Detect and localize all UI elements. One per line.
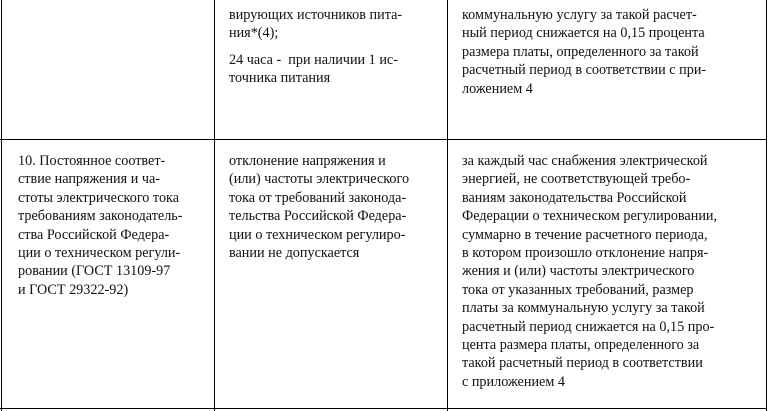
text-line: размера платы, определенного за такой [462, 43, 699, 60]
text-line: ства Российской Федера- [18, 226, 170, 243]
table-border-bottom [0, 408, 767, 409]
row-2-col-3-cell [462, 152, 717, 391]
table-border-right [766, 0, 767, 411]
row-1-col-3-cell [462, 6, 706, 98]
text-line: стоты электрического тока [18, 189, 180, 206]
text-line: отклонение напряжения и [229, 153, 386, 169]
row-1-col-2-cell [229, 6, 402, 88]
text-line: точника питания [229, 70, 331, 87]
text-line: за каждый час снабжения электрической [462, 153, 708, 169]
text-line: жения и (или) частоты электрического [462, 263, 695, 280]
row-2-col-2-cell [229, 152, 409, 262]
row-2-col-1-cell [18, 152, 183, 299]
text-line: (или) частоты электрического [229, 171, 410, 188]
text-line: платы за коммунальную услугу за такой [462, 300, 705, 317]
text-line: ваниям законодательства Российской [462, 189, 687, 206]
text-line: требованиям законодатель- [18, 208, 183, 225]
text-line: коммунальную услугу за такой расчет- [462, 7, 697, 23]
text-line: тельства Российской Федера- [229, 208, 407, 225]
table-border-left [1, 0, 2, 411]
column-divider-1 [214, 0, 215, 411]
text-line: ния*(4); [229, 25, 279, 42]
text-line: расчетный период в соответствии с при- [462, 62, 707, 79]
power-sources-paragraph [229, 6, 402, 43]
text-line: ложением 4 [462, 80, 533, 97]
text-line: Федерации о техническом регулировании, [462, 208, 718, 225]
text-line: ровании (ГОСТ 13109-97 [18, 263, 171, 280]
text-line: ствие напряжения и ча- [18, 171, 161, 188]
column-divider-2 [447, 0, 448, 411]
text-line: 24 часа - при наличии 1 ис- [229, 51, 398, 68]
text-line: тока от требований законода- [229, 189, 407, 206]
text-line: ции о техническом регулиро- [229, 226, 406, 243]
text-line: ции о техническом регули- [18, 245, 181, 262]
text-line: с приложением 4 [462, 373, 565, 390]
text-line: тока от указанных требований, размер [462, 281, 694, 298]
text-line: такой расчетный период в соответствии [462, 355, 703, 372]
text-line: 10. Постоянное соответ- [18, 153, 166, 169]
text-line: в котором произошло отклонение напря- [462, 245, 709, 262]
text-line: ный период снижается на 0,15 процента [462, 25, 705, 42]
text-line: расчетный период снижается на 0,15 про- [462, 318, 715, 335]
text-line: суммарно в течение расчетного периода, [462, 226, 708, 243]
one-source-paragraph [229, 51, 402, 88]
row-divider [0, 139, 767, 140]
text-line: и ГОСТ 29322-92) [18, 281, 129, 298]
text-line: энергией, не соответствующей требо- [462, 171, 691, 188]
text-line: вирующих источников пита- [229, 7, 403, 23]
text-line: вании не допускается [229, 245, 360, 262]
text-line: цента размера платы, определенного за [462, 337, 700, 354]
